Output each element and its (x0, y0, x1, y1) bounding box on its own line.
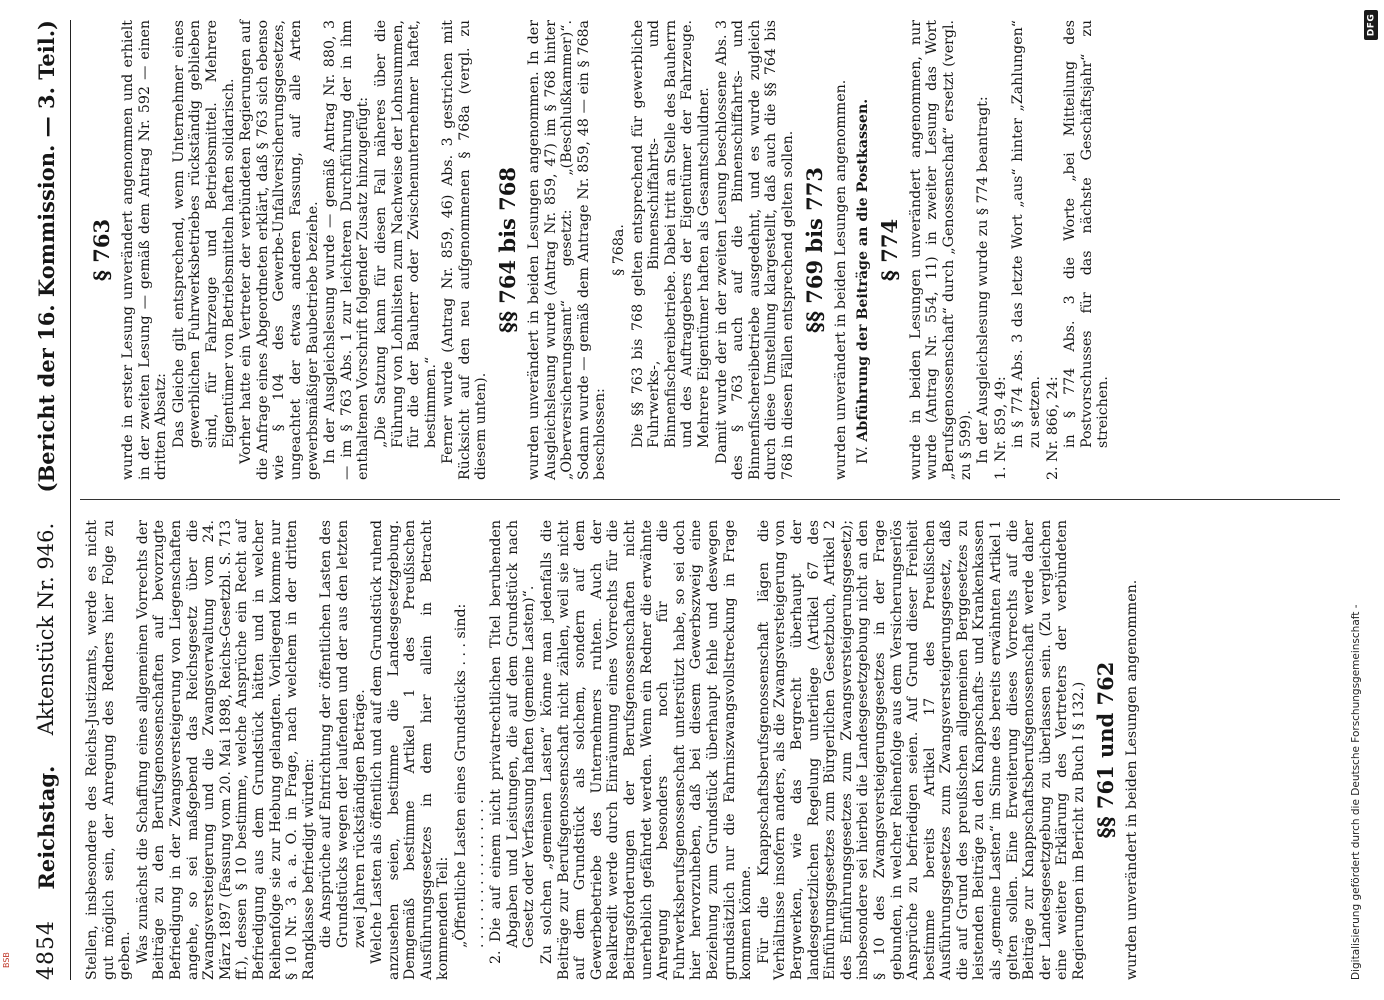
paragraph: wurde in beiden Lesungen unverändert angenommen, nur wurde (Antrag Nr. 554, 11) in zweiter Lesung das Wort „Berufsgenossenschaft“ durch „Genossenschaft“ ersetzt (vergl. zu § 599). (907, 20, 974, 480)
list-item-text: in § 774 Abs. 3 das letzte Wort „aus“ hinter „Zahlungen“ zu setzen. (1010, 20, 1043, 448)
running-title: Reichstag. (33, 765, 59, 890)
subsection-heading: § 768a. (611, 224, 628, 276)
dfg-logo (1364, 10, 1378, 40)
dfg-logo-text: DFG (1366, 13, 1377, 37)
section-heading: §§ 769 bis 773 (801, 166, 827, 334)
page-header (22, 20, 71, 980)
quoted-text: die Ansprüche auf Entrichtung der öffentlichen Lasten des Grundstücks wegen der laufenden und der aus den letzten zwei Jahren rückständigen Beträge. (318, 520, 368, 948)
paragraph: In der Ausgleichslesung wurde — gemäß Antrag Nr. 880, 3 — im § 763 Abs. 1 zur leichteren Durchführung der in ihm enthaltenen Vorschrift folgender Zusatz hinzugefügt: (322, 20, 372, 480)
quoted-text: Die §§ 763 bis 768 gelten entsprechend für gewerbliche Fuhrwerks-, Binnenschiffahrts- und Binnenfischereibetriebe. Dabei tritt an Stelle des Bauherrn und des Auftraggebers der Eigentümer der Fahrzeuge. Mehrere Eigentümer haften als Gesamtschuldner. (629, 20, 712, 448)
digitization-credit: Digitalisierung gefördert durch die Deutsche Forschungsgemeinschaft - (1350, 604, 1362, 980)
paragraph: Für die Knappschaftsberufsgenossenschaft lägen die Verhältnisse insofern anders, als die Zwangsversteigerung von Bergwerken, wie das Bergrecht überhaupt der landesgesetzlichen Regelung unterliege (Artikel 67 des Einführungsgesetzes zum Bürgerlichen Gesetzbuch, Artikel 2 des Einführungsgesetzes zum Zwangsversteigerungsgesetz); insbesondere sei hierbei die Landesgesetzgebung nicht an den § 10 des Zwangsversteigerungsgesetzes in der Frage gebunden, in welcher Reihenfolge aus dem Versicherungserlös Ansprüche zu befriedigen seien. Auf Grund dieser Freiheit bestimme bereits Artikel 17 des Preußischen Ausführungsgesetzes zum Zwangsversteigerungsgesetz, daß die auf Grund des preußischen allgemeinen Berggesetzes zu leistenden Beiträge zu den Knappschafts- und Krankenkassen als „gemeine Lasten“ im Sinne des bereits erwähnten Artikel 1 gelten sollen. Eine Erweiterung dieses Vorrechts auf die Beiträge zur Knappschaftsberufsgenossenschaft werde daher der Landesgesetzgebung zu überlassen sein. (Zu vergleichen eine weitere Erklärung des Vertreters der verbündeten Regierungen im Bericht zu Buch I § 132.) (755, 520, 1088, 980)
paragraph: Vorher hatte ein Vertreter der verbündeten Regierungen auf die Anfrage eines Abgeordneten erklärt, daß § 763 sich ebenso wie § 104 des Gewerbe-Unfallversicherungsgesetzes, ungeachtet der etwas anderen Fassung, auf alle Arten gewerbsmäßiger Baubetriebe beziehe. (238, 20, 321, 480)
paragraph: wurden unverändert in beiden Lesungen angenommen. In der Ausgleichslesung wurde (Antrag Nr. 859, 47) im § 768 hinter „Oberversicherungsamt“ gesetzt: „(Beschlußkammer)“. Sodann wurde — gemäß dem Antrage Nr. 859, 48 — ein § 768a beschlossen: (526, 20, 609, 480)
paragraph: In der Ausgleichslesung wurde zu § 774 beantragt: (975, 96, 992, 464)
section-heading: § 774 (876, 218, 902, 282)
part-heading (855, 20, 872, 480)
quoted-text: „Die Satzung kann für diesen Fall näheres über die Führung von Lohnlisten zum Nachweise der Lohnsummen, für die der Bauherr oder Zwischenunternehmer haftet, bestimmen.“ (372, 20, 439, 448)
quoted-text: 2. Die auf einem nicht privatrechtlichen Titel beruhenden Abgaben und Leistungen, die auf dem Grundstück nach Gesetz oder Verfassung haften (gemeine Lasten)“. (488, 520, 538, 964)
paragraph: Stellen, insbesondere des Reichs-Justizamts, werde es nicht gut möglich sein, der Anregung des Redners hier Folge zu geben. (84, 520, 134, 980)
quoted-text: „Öffentliche Lasten eines Grundstücks . . . sind: (453, 603, 470, 948)
list-item-text: in § 774 Abs. 3 die Worte „bei Mitteilung des Postvorschusses für das nächste Geschäftsjahr“ zu streichen. (1062, 20, 1112, 448)
paragraph: Damit wurde der in der zweiten Lesung beschlossene Abs. 3 des § 763 auch auf die Binnenschiffahrts- und Binnenfischereibetriebe ausgedehnt, und es wurde zugleich durch diese Umstellung klargestellt, daß auch die §§ 764 bis 768 in diesen Fällen entsprechend gelten sollen. (713, 20, 796, 480)
library-stamp: BSB (2, 952, 11, 968)
rotated-page (22, 20, 1366, 980)
section-heading: § 763 (89, 218, 114, 282)
list-item-label: 2. Nr. 866, 24: (1044, 376, 1061, 480)
part-title: Abführung der Beiträge an die Postkassen. (855, 98, 872, 442)
paragraph: Ferner wurde (Antrag Nr. 859, 46) Abs. 3 gestrichen mit Rücksicht auf den neu aufgenommenen § 768a (vergl. zu diesem unten). (440, 20, 490, 480)
paragraph: Welche Lasten als öffentlich und auf dem Grundstück ruhend anzusehen seien, bestimme die Landesgesetzgebung. Demgemäß bestimme Artikel 1 des Preußischen Ausführungsgesetzes in dem hier allein in Betracht kommenden Teil: (369, 520, 452, 980)
paragraph: wurden unverändert in beiden Lesungen angenommen. (832, 79, 849, 480)
paragraph: wurde in erster Lesung unverändert angenommen und erhielt in der zweiten Lesung — gemäß dem Antrag Nr. 592 — einen dritten Absatz: (120, 20, 170, 480)
left-column (84, 520, 1141, 980)
right-column (84, 20, 1113, 480)
list-item-label: 1. Nr. 859, 49: (992, 376, 1009, 480)
document-title: Aktenstück Nr. 946. (34, 522, 58, 736)
report-title: (Bericht der 16. Kommission. — 3. Teil.) (33, 20, 59, 493)
section-heading: §§ 764 bis 768 (495, 166, 521, 334)
page-number: 4854 (33, 920, 59, 980)
paragraph: wurden unverändert in beiden Lesungen angenommen. (1123, 579, 1140, 980)
section-heading: §§ 761 und 762 (1092, 661, 1118, 839)
ellipsis-line: . . . . . . . . . . . . . . . . . (470, 799, 487, 948)
part-number: IV. (855, 446, 872, 464)
paragraph: Was zunächst die Schaffung eines allgemeinen Vorrechts der Beiträge zu den Berufsgenossenschaften auf bevorzugte Befriedigung in der Zwangsversteigerung von Liegenschaften angehe, so sei maßgebend das Reichsgesetz über die Zwangsversteigerung und die Zwangsverwaltung vom 24. März 1897 (Fassung vom 20. Mai 1898, Reichs-Gesetzbl. S. 713 ff.), dessen § 10 bestimme, welche Ansprüche ein Recht auf Befriedigung aus dem Grundstück hätten und in welcher Reihenfolge sie zur Hebung gelangten. Vorliegend komme nur § 10 Nr. 3 a. a. O. in Frage, nach welchem in der dritten Rangklasse befriedigt würden: (134, 520, 317, 980)
paragraph: Zu solchen „gemeinen Lasten“ könne man jedenfalls die Beiträge zur Berufsgenossenschaft nicht zählen, weil sie nicht auf dem Grundstück als solchem, sondern auf dem Gewerbebetriebe des Unternehmers ruhten. Auch der Realkredit werde durch Einräumung eines Vorrechts für die Beitragsforderungen der Berufsgenossenschaften nicht unerheblich gefährdet werden. Wenn ein Redner die erwähnte Anregung besonders noch für die Fuhrwerksberufsgenossenschaft unterstützt habe, so sei doch hier hervorzuheben, daß bei diesem Gewerbszweig eine Beziehung zum Grundstück überhaupt fehle und deswegen grundsätzlich nur die Fahrniszwangsvollstreckung in Frage kommen könne. (539, 520, 755, 980)
quoted-text: Das Gleiche gilt entsprechend, wenn Unternehmer eines gewerblichen Fuhrwerksbetriebes rückständig geblieben sind, für Fahrzeuge und Betriebsmittel. Mehrere Eigentümer von Betriebsmitteln haften solidarisch. (170, 20, 237, 448)
column-divider (80, 499, 1340, 500)
